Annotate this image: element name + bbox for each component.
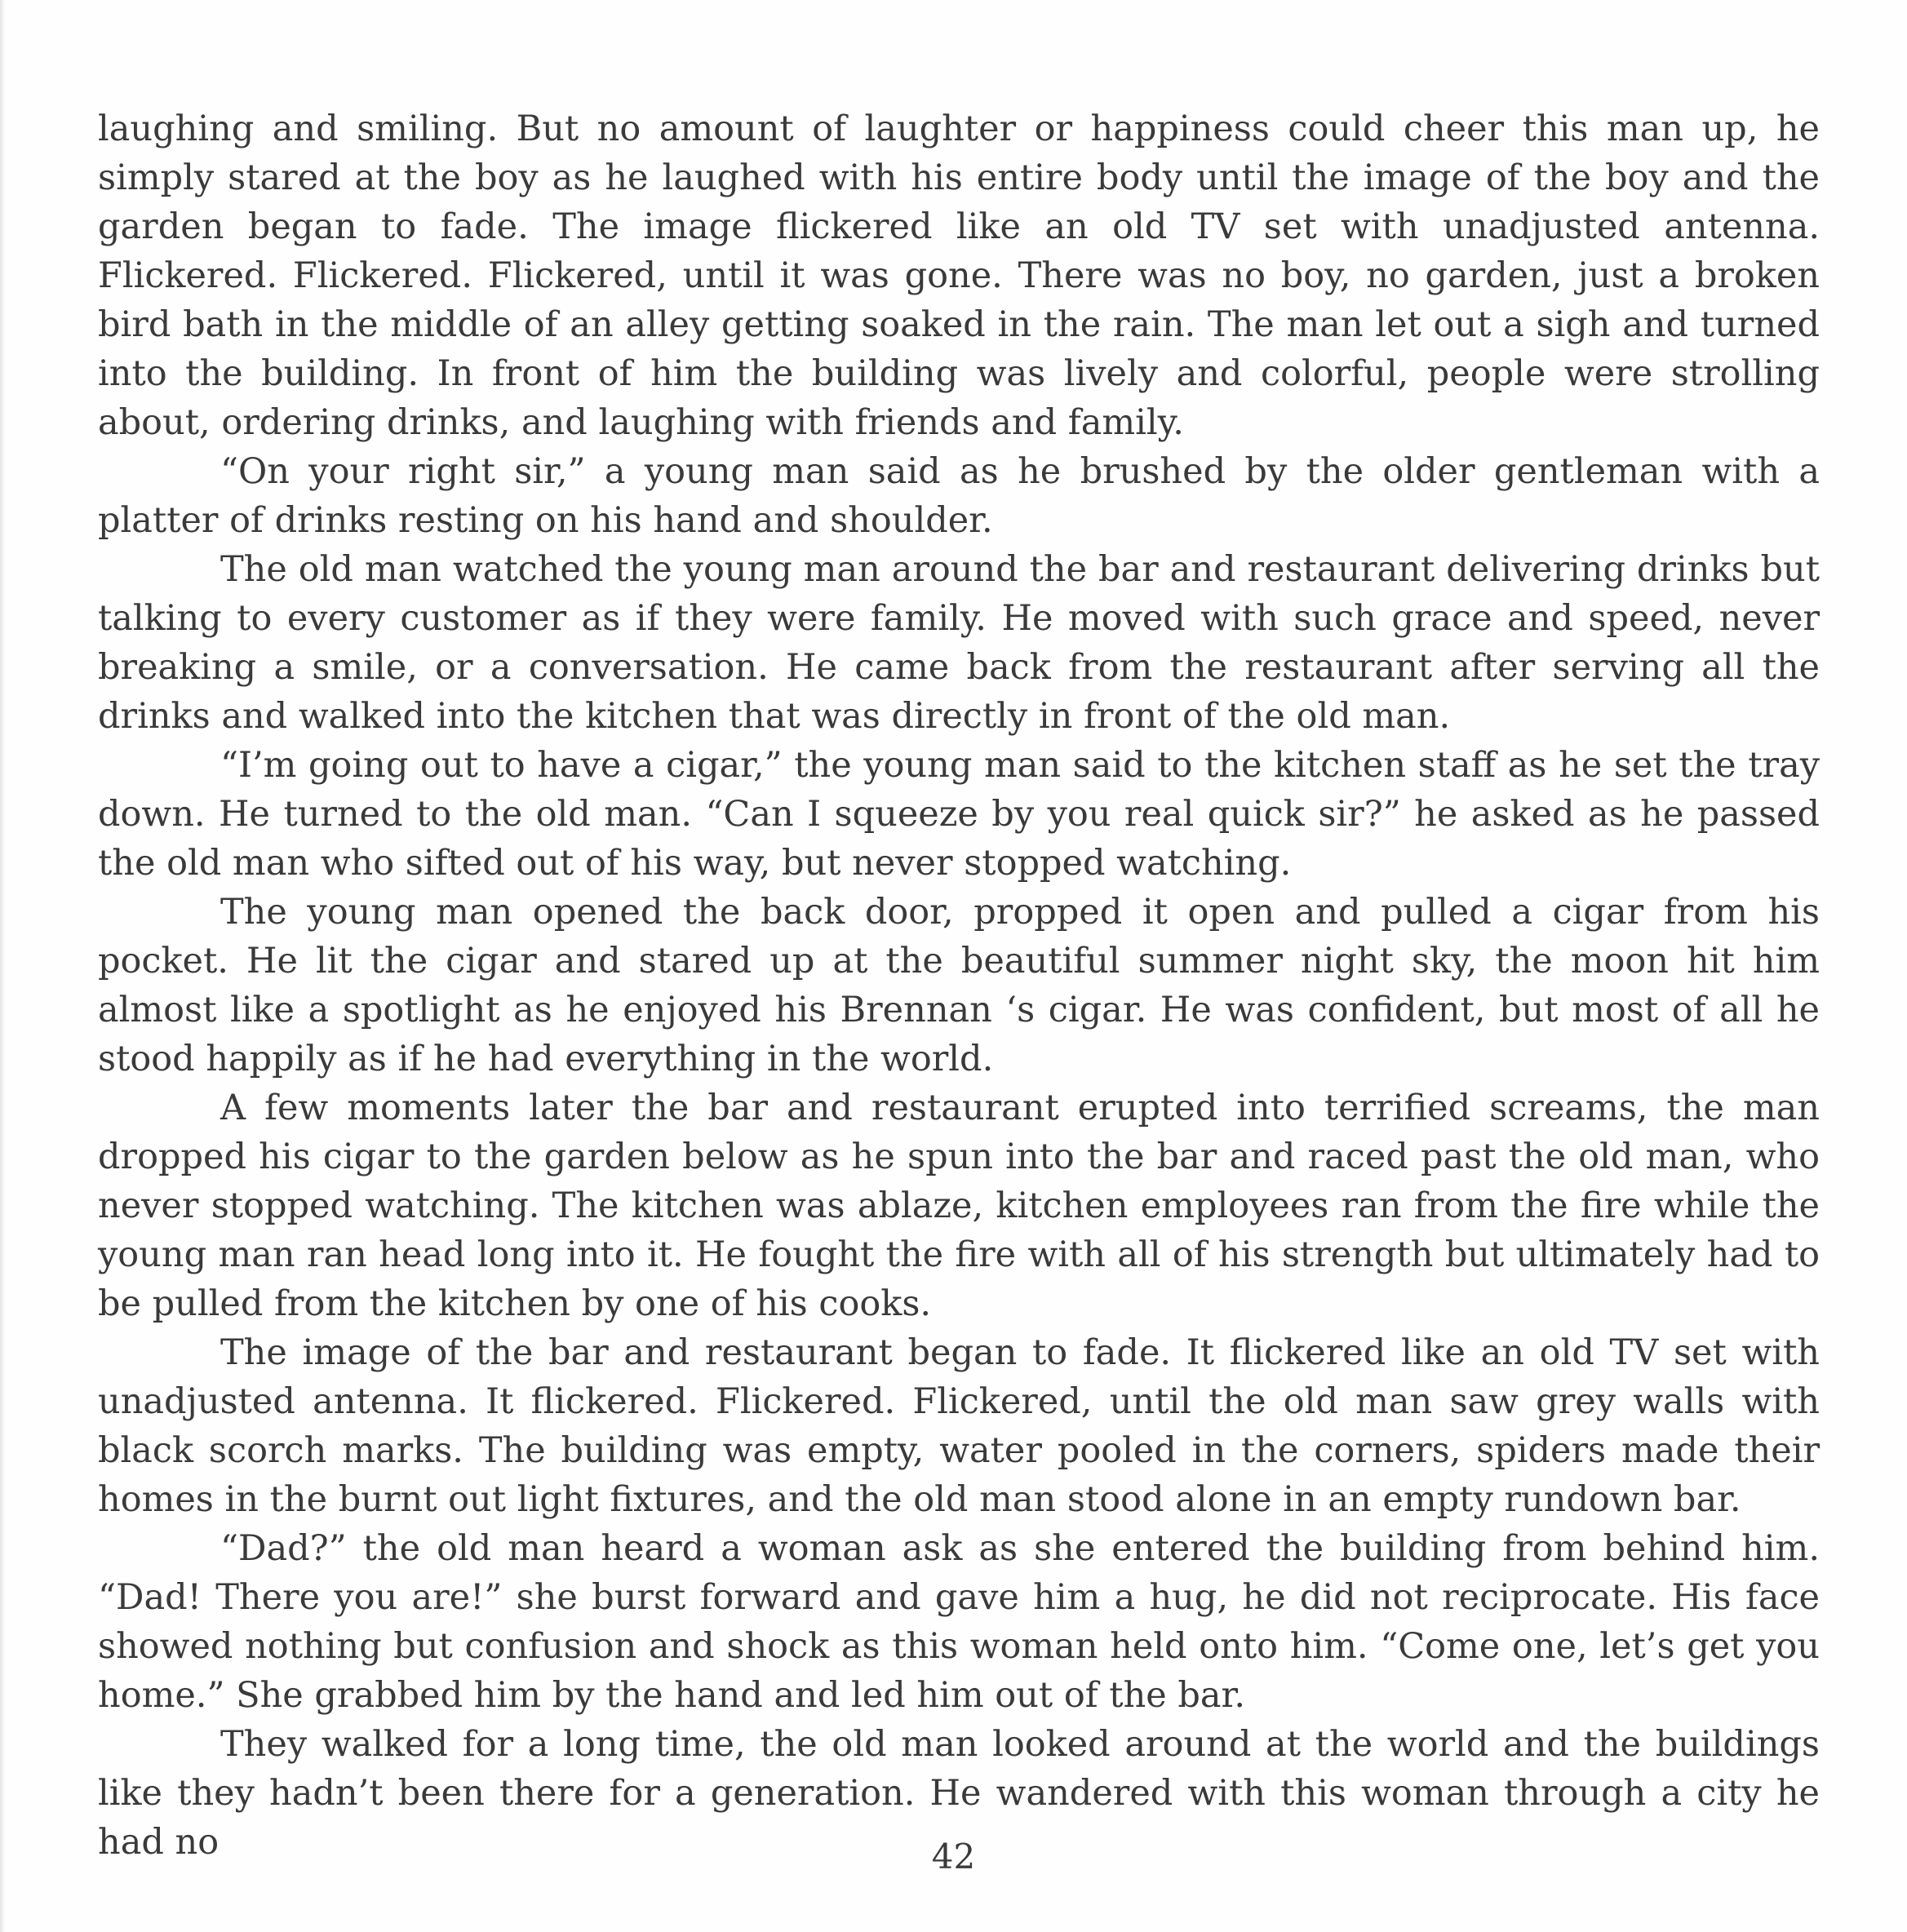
paragraph-8: “Dad?” the old man heard a woman ask as she entered the building from behind him. “Dad! There you are!” she burst forward and gave him a hug, he did not reciprocate. His face showed nothing but confusion and shock as this woman held onto him. “Come one, let’s get you home.” She grabbed him by the hand and led him out of the bar. xyxy=(98,1528,1820,1716)
page-edge-shadow xyxy=(0,0,5,1932)
paragraph-2: “On your right sir,” a young man said as he brushed by the older gentleman with a platter of drinks resting on his hand and shoulder. xyxy=(98,451,1820,541)
paragraph-7: The image of the bar and restaurant began to fade. It flickered like an old TV set with unadjusted antenna. It flickered. Flickered. Flickered, until the old man saw grey walls with black scorch marks. The building was empty, water pooled in the corners, spiders made their homes in the burnt out light fixtures, and the old man stood alone in an empty rundown bar. xyxy=(98,1332,1820,1520)
body-text xyxy=(98,104,1820,1867)
paragraph-1: laughing and smiling. But no amount of laughter or happiness could cheer this man up, he simply stared at the boy as he laughed with his entire body until the image of the boy and the garden began to fade. The image flickered like an old TV set with unadjusted antenna. Flickered. Flickered. Flickered, until it was gone. There was no boy, no garden, just a broken bird bath in the middle of an alley getting soaked in the rain. The man let out a sigh and turned into the building. In front of him the building was lively and colorful, people were strolling about, ordering drinks, and laughing with friends and family. xyxy=(98,109,1820,443)
page-number: 42 xyxy=(931,1837,976,1877)
paragraph-3: The old man watched the young man around the bar and restaurant delivering drinks but talking to every customer as if they were family. He moved with such grace and speed, never breaking a smile, or a conversation. He came back from the restaurant after serving all the drinks and walked into the kitchen that was directly in front of the old man. xyxy=(98,549,1820,737)
paragraph-6: A few moments later the bar and restaurant erupted into terrified screams, the man dropped his cigar to the garden below as he spun into the bar and raced past the old man, who never stopped watching. The kitchen was ablaze, kitchen employees ran from the fire while the young man ran head long into it. He fought the fire with all of his strength but ultimately had to be pulled from the kitchen by one of his cooks. xyxy=(98,1088,1820,1324)
paragraph-5: The young man opened the back door, propped it open and pulled a cigar from his pocket. He lit the cigar and stared up at the beautiful summer night sky, the moon hit him almost like a spotlight as he enjoyed his Brennan ‘s cigar. He was confident, but most of all he stood happily as if he had everything in the world. xyxy=(98,892,1820,1079)
paragraph-9: They walked for a long time, the old man looked around at the world and the buildings like they hadn’t been there for a generation. He wandered with this woman through a city he had no xyxy=(98,1724,1820,1863)
paragraph-4: “I’m going out to have a cigar,” the young man said to the kitchen staff as he set the tray down. He turned to the old man. “Can I squeeze by you real quick sir?” he asked as he passed the old man who sifted out of his way, but never stopped watching. xyxy=(98,745,1820,884)
